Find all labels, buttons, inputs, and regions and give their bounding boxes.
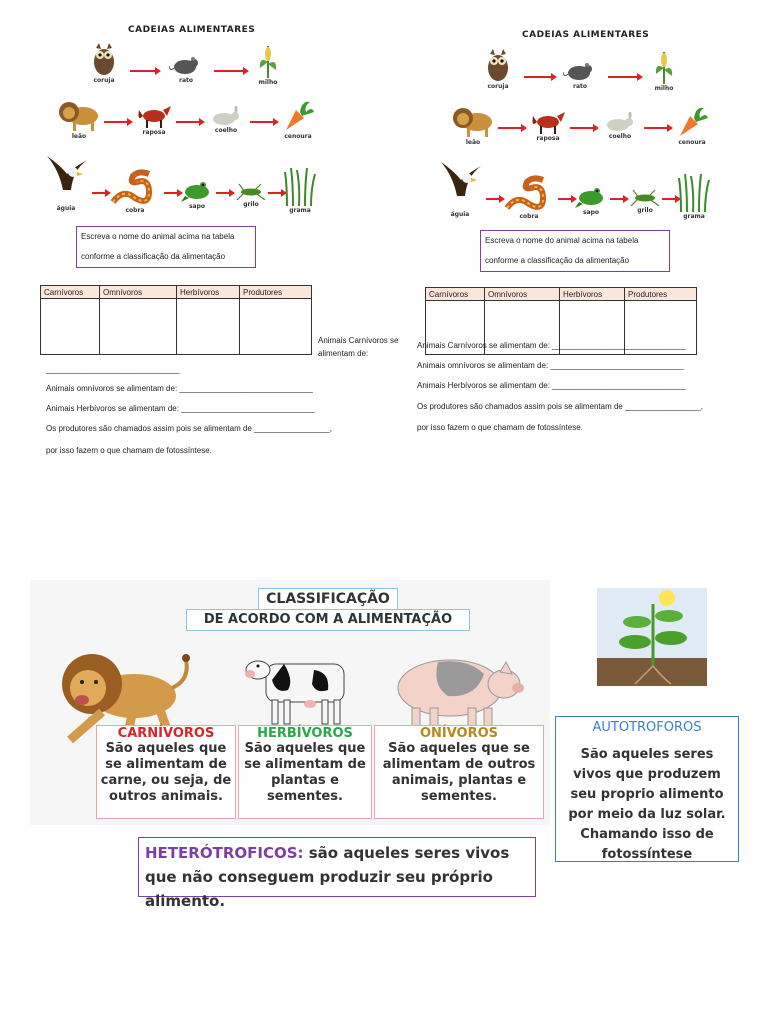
heterotrofos-heading: HETERÓTROFICOS: xyxy=(145,844,304,862)
arrow-icon xyxy=(644,127,668,129)
chain2-label-1: raposa xyxy=(142,129,166,136)
arrow-icon xyxy=(250,121,274,123)
carnivoros-heading: CARNÍVOROS xyxy=(117,726,215,741)
arrow-icon xyxy=(524,76,552,78)
chain2-label-1: raposa xyxy=(536,135,560,142)
snake-image xyxy=(108,168,162,214)
fox-image xyxy=(530,108,566,142)
instruction-box xyxy=(76,226,256,268)
question-text: Os produtores são chamados assim pois se alimentam de _________________, xyxy=(417,402,703,411)
lion-image xyxy=(450,104,496,146)
rabbit-image xyxy=(602,112,638,140)
fox-image xyxy=(136,102,172,136)
question-text: Animais omnívoros se alimentam de: ______________________________ xyxy=(46,384,313,393)
answer-cell[interactable] xyxy=(177,299,240,355)
chain2-label-2: coelho xyxy=(608,133,632,140)
question-text: Animais Carnívoros se alimentam de: ______________________________ xyxy=(417,341,686,350)
chain2-label-2: coelho xyxy=(214,127,238,134)
answer-cell[interactable] xyxy=(240,299,312,355)
chain3-label-4: grama xyxy=(683,213,705,220)
instruction-line: conforme a classificação da alimentação xyxy=(81,252,226,261)
autotrofos-box xyxy=(555,716,739,862)
chain1-label-2: milho xyxy=(258,79,278,86)
chain3-label-4: grama xyxy=(289,207,311,214)
arrow-icon xyxy=(164,192,178,194)
herbivoros-text: São aqueles que se alimentam de plantas e sementes. xyxy=(244,741,366,804)
carnivoros-text: São aqueles que se alimentam de carne, ou seja, de outros animais. xyxy=(100,741,232,804)
chain-title: CADEIAS ALIMENTARES xyxy=(128,25,256,35)
autotrofos-heading: AUTOTROFOROS xyxy=(592,720,702,735)
onivoros-box xyxy=(374,725,544,819)
question-text: alimentam de: xyxy=(318,349,369,358)
classification-table xyxy=(40,285,312,355)
chain3-label-3: grilo xyxy=(243,201,259,208)
arrow-icon xyxy=(268,192,282,194)
arrow-icon xyxy=(216,192,230,194)
question-text: Animais omnívoros se alimentam de: ______________________________ xyxy=(417,361,684,370)
arrow-icon xyxy=(608,76,638,78)
chain2-label-3: cenoura xyxy=(678,139,706,146)
arrow-icon xyxy=(498,127,522,129)
table-header: Carnívoros xyxy=(426,288,485,301)
chain1-label-1: rato xyxy=(179,77,193,84)
frog-image xyxy=(574,184,608,216)
arrow-icon xyxy=(662,198,676,200)
table-header: Omnívoros xyxy=(100,286,177,299)
eagle-image xyxy=(436,156,484,218)
cow-image xyxy=(244,650,356,733)
chain2-label-3: cenoura xyxy=(284,133,312,140)
question-text: Animais Herbívoros se alimentam de: ______________________________ xyxy=(46,404,315,413)
arrow-icon xyxy=(570,127,594,129)
carnivoros-box xyxy=(96,725,236,819)
chain2-label-0: leão xyxy=(71,133,87,140)
pig-image xyxy=(388,650,528,735)
question-text: por isso fazem o que chamam de fotossíntese. xyxy=(417,423,583,432)
table-header: Carnívoros xyxy=(41,286,100,299)
chain3-label-2: sapo xyxy=(188,203,206,210)
autotrofos-text: São aqueles seres vivos que produzem seu proprio alimento por meio da luz solar. Chamando isso de fotossíntese xyxy=(568,747,726,862)
carrot-image xyxy=(278,98,318,140)
table-header: Produtores xyxy=(625,288,697,301)
grass-image xyxy=(282,166,318,214)
corn-image xyxy=(650,48,678,92)
corn-image xyxy=(254,42,282,86)
arrow-icon xyxy=(610,198,624,200)
onivoros-text: São aqueles que se alimentam de outros animais, plantas e sementes. xyxy=(382,741,536,804)
chain3-label-1: cobra xyxy=(125,207,145,214)
chain1-label-1: rato xyxy=(573,83,587,90)
rat-image xyxy=(168,54,204,84)
question-text: Animais Carnívoros se xyxy=(318,336,399,345)
owl-image xyxy=(482,48,514,90)
eagle-image xyxy=(42,150,90,212)
chain3-label-0: águia xyxy=(56,205,76,212)
snake-image xyxy=(502,174,556,220)
chain1-label-0: coruja xyxy=(93,77,115,84)
table-header: Herbívoros xyxy=(560,288,625,301)
heterotrofos-box xyxy=(138,837,536,910)
arrow-icon xyxy=(558,198,572,200)
arrow-icon xyxy=(92,192,106,194)
herbivoros-box xyxy=(238,725,372,819)
chain-title: CADEIAS ALIMENTARES xyxy=(522,30,650,40)
chain3-label-1: cobra xyxy=(519,213,539,220)
cricket-image xyxy=(628,188,662,214)
table-header: Herbívoros xyxy=(177,286,240,299)
arrow-icon xyxy=(130,70,156,72)
answer-line[interactable]: ______________________________ xyxy=(46,365,180,374)
instruction-line: Escreva o nome do animal acima na tabela xyxy=(485,236,639,245)
arrow-icon xyxy=(176,121,200,123)
rabbit-image xyxy=(208,106,244,134)
chain1-label-0: coruja xyxy=(487,83,509,90)
carrot-image xyxy=(672,104,712,146)
answer-cell[interactable] xyxy=(41,299,100,355)
instruction-line: Escreva o nome do animal acima na tabela xyxy=(81,232,235,241)
chain3-label-2: sapo xyxy=(582,209,600,216)
arrow-icon xyxy=(214,70,244,72)
herbivoros-heading: HERBÍVOROS xyxy=(257,726,353,741)
chain3-label-0: águia xyxy=(450,211,470,218)
lion-image xyxy=(56,98,102,140)
cricket-image xyxy=(234,182,268,208)
owl-image xyxy=(88,42,120,84)
answer-cell[interactable] xyxy=(100,299,177,355)
question-text: por isso fazem o que chamam de fotossíntese. xyxy=(46,446,212,455)
arrow-icon xyxy=(104,121,128,123)
grass-image xyxy=(676,172,712,220)
table-header: Omnívoros xyxy=(485,288,560,301)
chain1-label-2: milho xyxy=(654,85,674,92)
instruction-box xyxy=(480,230,670,272)
instruction-line: conforme a classificação da alimentação xyxy=(485,256,630,265)
plant-sun-image xyxy=(597,588,707,686)
poster-title-line2: DE ACORDO COM A ALIMENTAÇÃO xyxy=(186,609,470,631)
heterotrofos-text: são aqueles seres vivos que não conseguem produzir seu próprio alimento. xyxy=(145,844,510,910)
question-text: Animais Herbívoros se alimentam de: ______________________________ xyxy=(417,381,686,390)
question-text: Os produtores são chamados assim pois se alimentam de _________________, xyxy=(46,424,332,433)
arrow-icon xyxy=(486,198,500,200)
rat-image xyxy=(562,60,598,90)
frog-image xyxy=(180,178,214,210)
table-header: Produtores xyxy=(240,286,312,299)
onivoros-heading: ONÍVOROS xyxy=(419,726,499,741)
chain3-label-3: grilo xyxy=(637,207,653,214)
chain2-label-0: leão xyxy=(465,139,481,146)
poster-title-line1: CLASSIFICAÇÃO xyxy=(258,588,398,610)
